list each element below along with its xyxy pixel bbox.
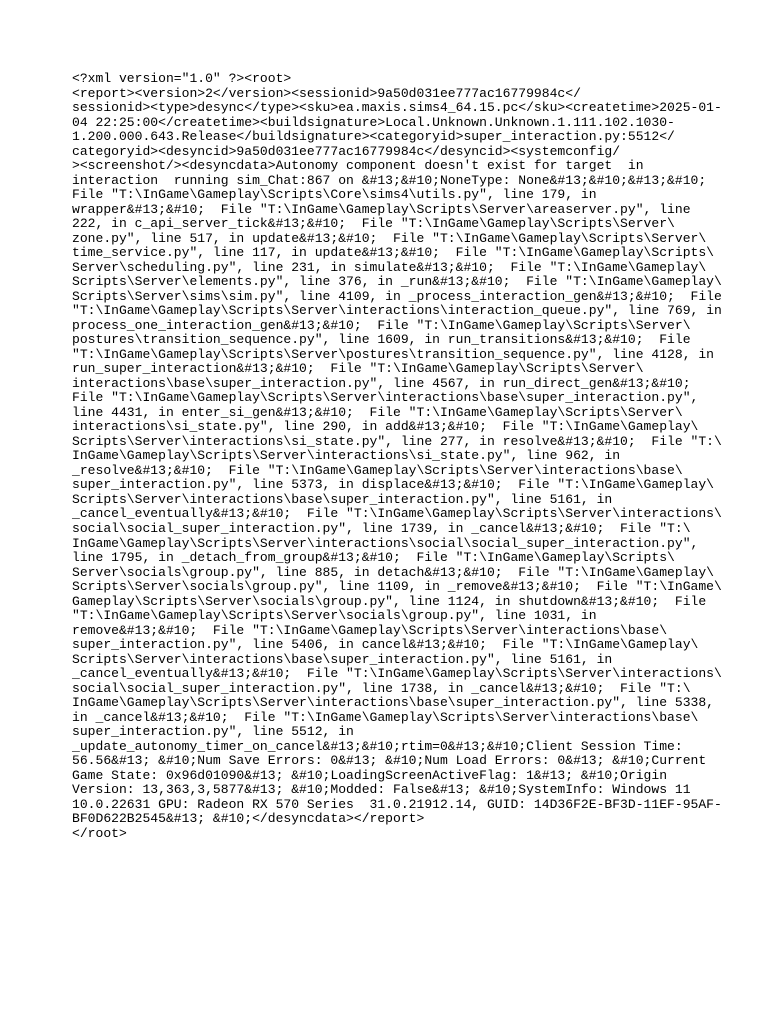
document-line: super_interaction.py", line 5373, in displace&#13;&#10; File "T:\InGame\Gameplay\: [72, 477, 715, 493]
document-line: Server\scheduling.py", line 231, in simulate&#13;&#10; File "T:\InGame\Gameplay\: [72, 259, 707, 275]
document-line: process_one_interaction_gen&#13;&#10; File "T:\InGame\Gameplay\Scripts\Server\: [72, 317, 691, 333]
document-line: BF0D622B2545&#13; &#10;</desyncdata></report>: [72, 811, 425, 827]
document-line: 56.56&#13; &#10;Num Save Errors: 0&#13; &#10;Num Load Errors: 0&#13; &#10;Current: [72, 753, 707, 769]
document-line: interaction running sim_Chat:867 on &#13;&#10;NoneType: None&#13;&#10;&#13;&#10;: [72, 172, 707, 188]
document-line: Scripts\Server\sims\sim.py", line 4109, in _process_interaction_gen&#13;&#10; File: [72, 288, 722, 304]
document-line: [72, 841, 700, 856]
document-line: social\social_super_interaction.py", line 1739, in _cancel&#13;&#10; File "T:\: [72, 520, 691, 536]
document-line: <?xml version="1.0" ?><root>: [72, 71, 292, 86]
document-line: remove&#13;&#10; File "T:\InGame\Gameplay\Scripts\Server\interactions\base\: [72, 622, 668, 638]
document-line: Game State: 0x96d01090&#13; &#10;LoadingScreenActiveFlag: 1&#13; &#10;Origin: [72, 767, 668, 783]
document-line: InGame\Gameplay\Scripts\Server\interactions\social\social_super_interaction.py",: [72, 535, 699, 551]
document-line: super_interaction.py", line 5512, in: [72, 724, 354, 740]
document-line: <report><version>2</version><sessionid>9a50d031ee777ac16779984c</: [72, 85, 581, 101]
document-line: 1.200.000.643.Release</buildsignature><categoryid>super_interaction.py:5512</: [72, 129, 675, 145]
document-line: 222, in c_api_server_tick&#13;&#10; File "T:\InGame\Gameplay\Scripts\Server\: [72, 216, 675, 232]
document-line: Gameplay\Scripts\Server\socials\group.py", line 1124, in shutdown&#13;&#10; File: [72, 593, 707, 609]
document-line: run_super_interaction&#13;&#10; File "T:\InGame\Gameplay\Scripts\Server\: [72, 361, 644, 377]
document-line: in _cancel&#13;&#10; File "T:\InGame\Gameplay\Scripts\Server\interactions\base\: [72, 709, 699, 725]
document-line: ><screenshot/><desyncdata>Autonomy component doesn't exist for target in: [72, 158, 644, 174]
document-line: zone.py", line 517, in update&#13;&#10; File "T:\InGame\Gameplay\Scripts\Server\: [72, 230, 707, 246]
document-line: 10.0.22631 GPU: Radeon RX 570 Series 31.0.21912.14, GUID: 14D36F2E-BF3D-11EF-95AF-: [72, 796, 722, 812]
document-line: </root>: [72, 825, 127, 841]
document-line: Scripts\Server\interactions\base\super_interaction.py", line 5161, in: [72, 651, 613, 667]
document-line: _cancel_eventually&#13;&#10; File "T:\InGame\Gameplay\Scripts\Server\interactions\: [72, 666, 722, 682]
document-line: line 4431, in enter_si_gen&#13;&#10; File "T:\InGame\Gameplay\Scripts\Server\: [72, 404, 683, 420]
document-line: categoryid><desyncid>9a50d031ee777ac16779984c</desyncid><systemconfig/: [72, 143, 621, 159]
document-line: interactions\base\super_interaction.py", line 4567, in run_direct_gen&#13;&#10;: [72, 375, 691, 391]
document-line: postures\transition_sequence.py", line 1609, in run_transitions&#13;&#10; File: [72, 332, 691, 348]
document-line: Version: 13,363,3,5877&#13; &#10;Modded: False&#13; &#10;SystemInfo: Windows 11: [72, 782, 691, 798]
document-line: super_interaction.py", line 5406, in cancel&#13;&#10; File "T:\InGame\Gameplay\: [72, 637, 699, 653]
document-line: "T:\InGame\Gameplay\Scripts\Server\socials\group.py", line 1031, in: [72, 608, 597, 624]
document-line: "T:\InGame\Gameplay\Scripts\Server\interactions\interaction_queue.py", line 769, in: [72, 303, 722, 319]
document-line: line 1795, in _detach_from_group&#13;&#10; File "T:\InGame\Gameplay\Scripts\: [72, 550, 675, 566]
document-line: InGame\Gameplay\Scripts\Server\interactions\base\super_interaction.py", line 5338,: [72, 695, 715, 711]
document-line: Server\socials\group.py", line 885, in detach&#13;&#10; File "T:\InGame\Gameplay\: [72, 564, 715, 580]
document-line: _resolve&#13;&#10; File "T:\InGame\Gameplay\Scripts\Server\interactions\base\: [72, 462, 683, 478]
document-line: "T:\InGame\Gameplay\Scripts\Server\postures\transition_sequence.py", line 4128, in: [72, 346, 715, 362]
document-line: _cancel_eventually&#13;&#10; File "T:\InGame\Gameplay\Scripts\Server\interactions\: [72, 506, 722, 522]
document-line: Scripts\Server\socials\group.py", line 1109, in _remove&#13;&#10; File "T:\InGame\: [72, 579, 722, 595]
document-line: time_service.py", line 117, in update&#13;&#10; File "T:\InGame\Gameplay\Scripts\: [72, 245, 715, 261]
document-line: File "T:\InGame\Gameplay\Scripts\Core\sims4\utils.py", line 179, in: [72, 187, 597, 203]
document-line: interactions\si_state.py", line 290, in add&#13;&#10; File "T:\InGame\Gameplay\: [72, 419, 699, 435]
document-line: Scripts\Server\interactions\si_state.py", line 277, in resolve&#13;&#10; File "T:\: [72, 433, 722, 449]
document-line: Scripts\Server\elements.py", line 376, in _run&#13;&#10; File "T:\InGame\Gameplay\: [72, 274, 722, 290]
document-line: sessionid><type>desync</type><sku>ea.maxis.sims4_64.15.pc</sku><createtime>2025-01-: [72, 100, 722, 116]
document-line: 04 22:25:00</createtime><buildsignature>Local.Unknown.Unknown.1.111.102.1030-: [72, 114, 675, 130]
document-line: wrapper&#13;&#10; File "T:\InGame\Gameplay\Scripts\Server\areaserver.py", line: [72, 201, 691, 217]
document-line: File "T:\InGame\Gameplay\Scripts\Server\interactions\base\super_interaction.py",: [72, 390, 699, 406]
document-page: [72, 71, 722, 856]
document-body: [72, 71, 722, 856]
document-line: _update_autonomy_timer_on_cancel&#13;&#10;rtim=0&#13;&#10;Client Session Time:: [72, 738, 683, 754]
document-line: Scripts\Server\interactions\base\super_interaction.py", line 5161, in: [72, 491, 613, 507]
document-line: InGame\Gameplay\Scripts\Server\interactions\si_state.py", line 962, in: [72, 448, 621, 464]
document-line: social\social_super_interaction.py", line 1738, in _cancel&#13;&#10; File "T:\: [72, 680, 691, 696]
